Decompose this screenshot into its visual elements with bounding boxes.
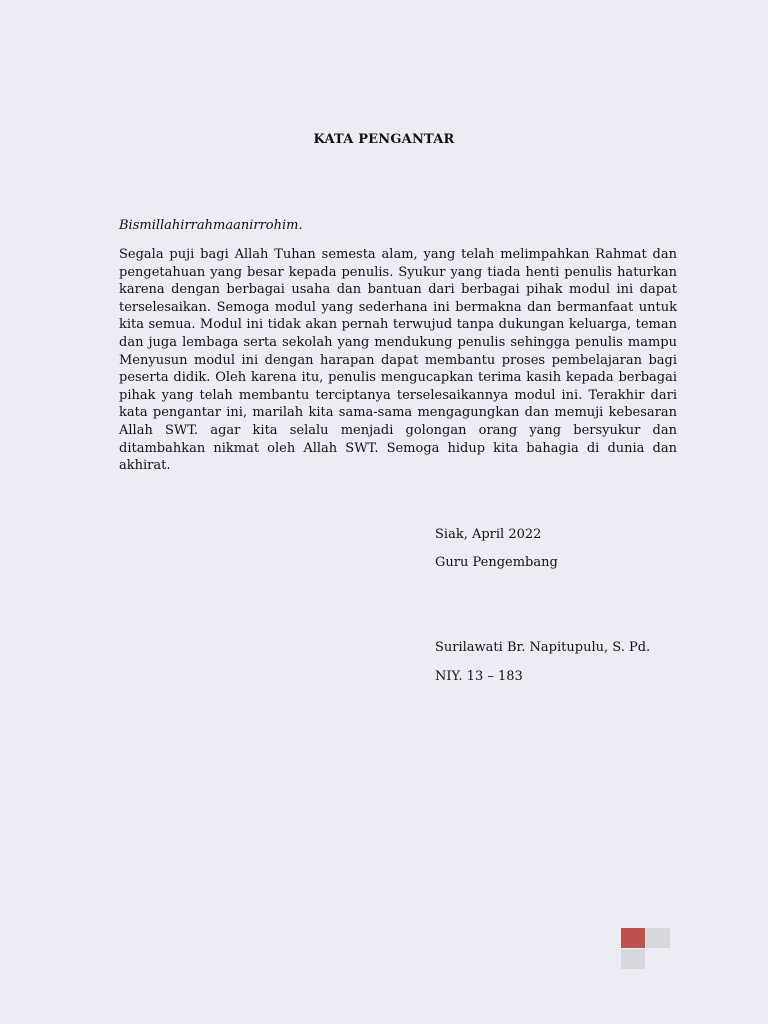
signature-place-date: Siak, April 2022 <box>435 527 542 542</box>
opening-greeting: Bismillahirrahmaanirrohim. <box>119 218 303 233</box>
signature-name: Surilawati Br. Napitupulu, S. Pd. <box>435 640 651 655</box>
page-title: KATA PENGANTAR <box>313 132 455 147</box>
decorative-square-red <box>621 928 645 948</box>
body-paragraph: Segala puji bagi Allah Tuhan semesta alam, yang telah melimpahkan Rahmat dan pengetahuan yang besar kepada penulis. Syukur yang tiada henti penulis haturkan karena dengan berbagai usaha dan bantuan dari berbagai pihak modul ini dapat terselesaikan. Semoga modul yang sederhana ini bermakna dan bermanfaat untuk kita semua. Modul ini tidak akan pernah terwujud tanpa dukungan keluarga, teman dan juga lembaga serta sekolah yang mendukung penulis sehingga penulis mampu Menyusun modul ini dengan harapan dapat membantu proses pembelajaran bagi peserta didik. Oleh karena itu, penulis mengucapkan terima kasih kepada berbagai pihak yang telah membantu terciptanya terselesaikannya modul ini. Terakhir dari kata pengantar ini, marilah kita sama-sama mengagungkan dan memuji kebesaran Allah SWT. agar kita selalu menjadi golongan orang yang bersyukur dan ditambahkan nikmat oleh Allah SWT. Semoga hidup kita bahagia di dunia dan akhirat. <box>119 247 677 474</box>
decorative-square-gray <box>646 928 670 948</box>
signature-niy: NIY. 13 – 183 <box>435 669 523 684</box>
decorative-square-gray <box>621 949 645 969</box>
signature-role: Guru Pengembang <box>435 555 558 570</box>
